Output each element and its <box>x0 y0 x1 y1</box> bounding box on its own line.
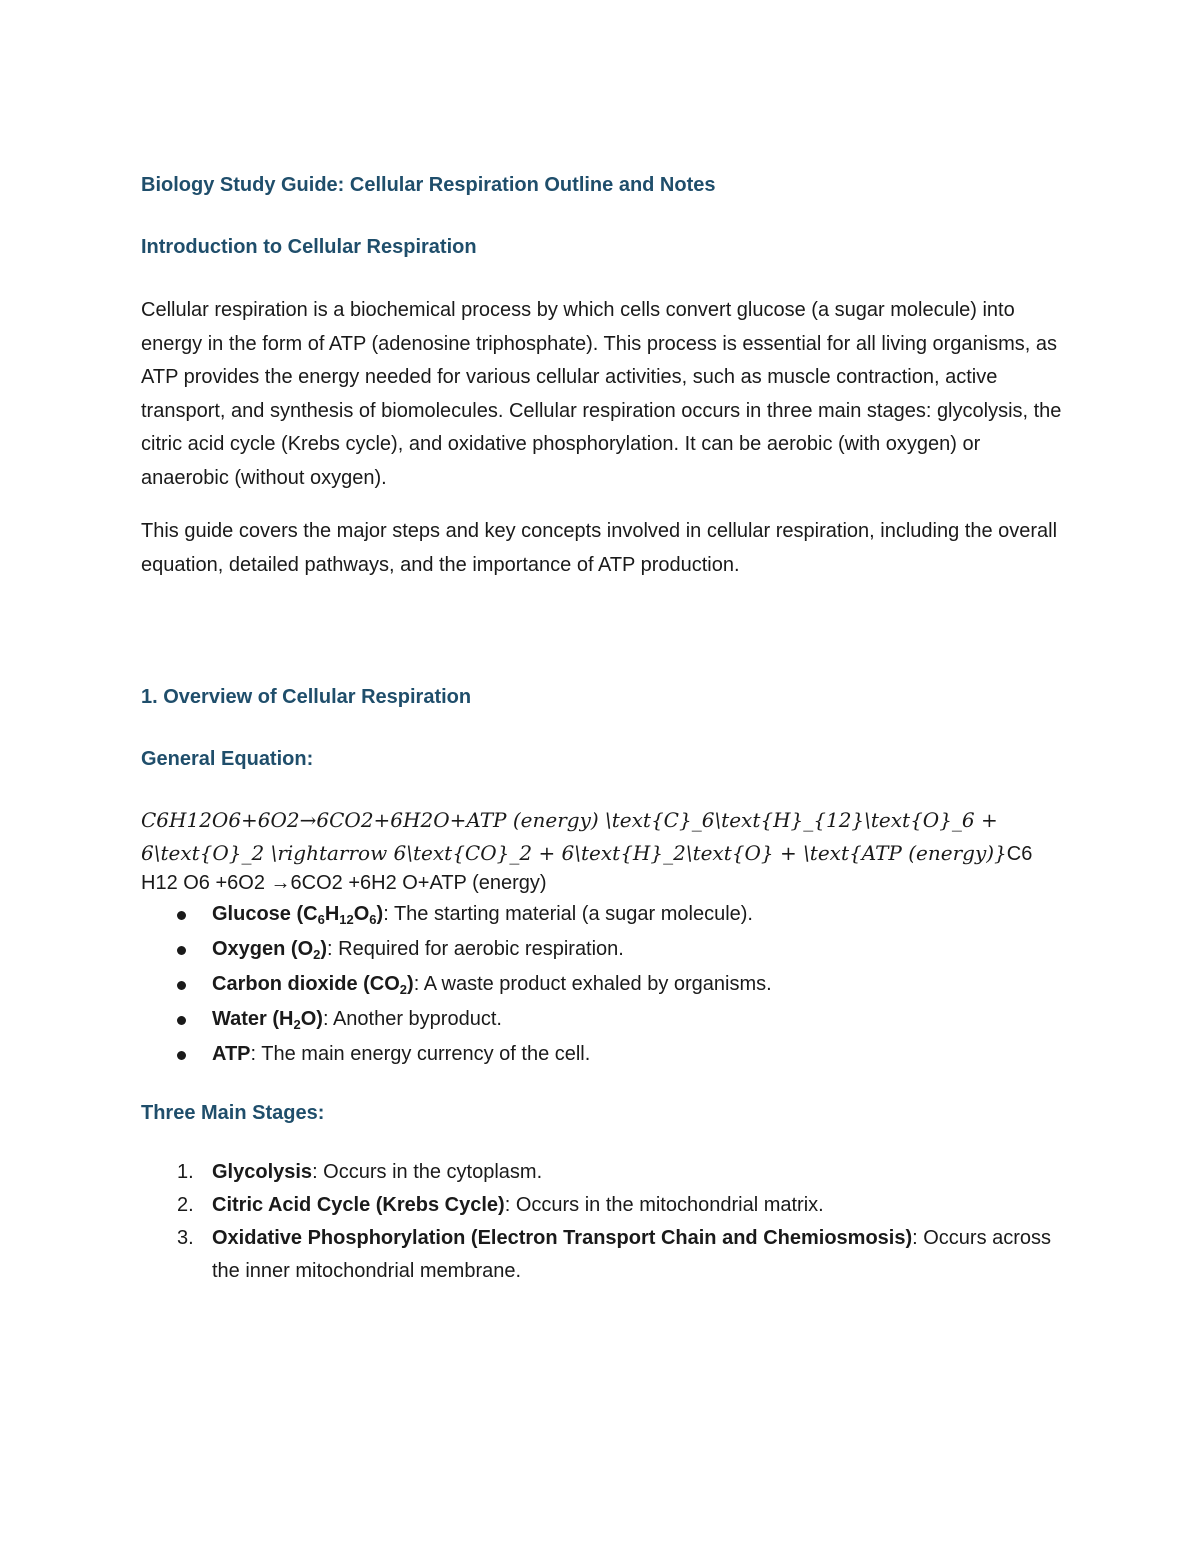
stages-list <box>141 1156 1071 1288</box>
stage-term: Citric Acid Cycle (Krebs Cycle) <box>212 1194 505 1216</box>
stage-term: Oxidative Phosphorylation (Electron Transport Chain and Chemiosmosis) <box>212 1227 913 1249</box>
component-term: Carbon dioxide $(CO_2)$ <box>212 973 414 997</box>
component-term: ATP <box>212 1043 251 1065</box>
component-term: Water $(H_2O)$ <box>212 1008 323 1032</box>
stage-number: 1. <box>177 1161 194 1183</box>
list-item <box>141 1002 1071 1037</box>
equation-line-3: H12 O6 +6O2 →6CO2 +6H2 O+ATP (energy) <box>141 872 547 894</box>
list-item <box>141 932 1071 967</box>
document-page <box>141 170 1071 1288</box>
bullet-icon <box>177 1051 186 1060</box>
bullet-icon <box>177 981 186 990</box>
equation-line-2-tail: C6 <box>1006 843 1033 865</box>
stage-desc: : Occurs across the inner mitochondrial membrane. <box>212 1227 1052 1282</box>
intro-paragraph-2: This guide covers the major steps and key concepts involved in cellular respiration, including the overall equation, detailed pathways, and the importance of ATP production. <box>141 520 1058 576</box>
component-desc: : The main energy currency of the cell. <box>250 1043 591 1065</box>
bullet-icon <box>177 1016 186 1025</box>
stage-term: Glycolysis <box>212 1161 313 1183</box>
stages-heading: Three Main Stages: <box>141 1102 325 1124</box>
list-item <box>141 1189 1071 1222</box>
intro-heading: Introduction to Cellular Respiration <box>141 236 477 258</box>
list-item <box>141 1156 1071 1189</box>
equation-line-2-italic: 6\text{O}_2 \rightarrow 6\text{CO}_2 + 6\text{H}_2\text{O} + \text{ATP (energy)} <box>141 841 1007 865</box>
equation-line-2 <box>141 837 1071 871</box>
component-term: Oxygen $(O_2)$ <box>212 938 328 962</box>
bullet-icon <box>177 911 186 920</box>
component-desc: : Required for aerobic respiration. <box>327 938 624 960</box>
list-item <box>141 1222 1071 1288</box>
component-term: Glucose $(C_6H_{12}O_6)$ <box>212 903 384 927</box>
component-desc: : A waste product exhaled by organisms. <box>413 973 772 995</box>
list-item <box>141 967 1071 1002</box>
list-item <box>141 1037 1071 1072</box>
stage-desc: : Occurs in the cytoplasm. <box>312 1161 543 1183</box>
overview-heading: 1. Overview of Cellular Respiration <box>141 686 472 708</box>
bullet-icon <box>177 946 186 955</box>
equation-components-list <box>141 897 1071 1072</box>
component-desc: : Another byproduct. <box>322 1008 502 1030</box>
intro-paragraph-1: Cellular respiration is a biochemical process by which cells convert glucose (a sugar molecule) into energy in the form of ATP (adenosine triphosphate). This process is essential for all living organisms, as ATP provides the energy needed for various cellular activities, such as muscle contraction, active transport, and synthesis of biomolecules. Cellular respiration occurs in three main stages: glycolysis, the citric acid cycle (Krebs cycle), and oxidative phosphorylation. It can be aerobic (with oxygen) or anaerobic (without oxygen). <box>141 299 1062 489</box>
component-desc: : The starting material (a sugar molecule). <box>383 903 753 925</box>
general-equation <box>141 804 1071 895</box>
list-item <box>141 897 1071 932</box>
stage-number: 2. <box>177 1194 194 1216</box>
equation-heading: General Equation: <box>141 748 314 770</box>
stage-desc: : Occurs in the mitochondrial matrix. <box>504 1194 824 1216</box>
equation-line-1: C6H12O6+6O2→6CO2+6H2O+ATP (energy) \text{C}_6\text{H}_{12}\text{O}_6 + <box>141 808 998 832</box>
stage-number: 3. <box>177 1227 194 1249</box>
document-title: Biology Study Guide: Cellular Respiration Outline and Notes <box>141 174 716 196</box>
